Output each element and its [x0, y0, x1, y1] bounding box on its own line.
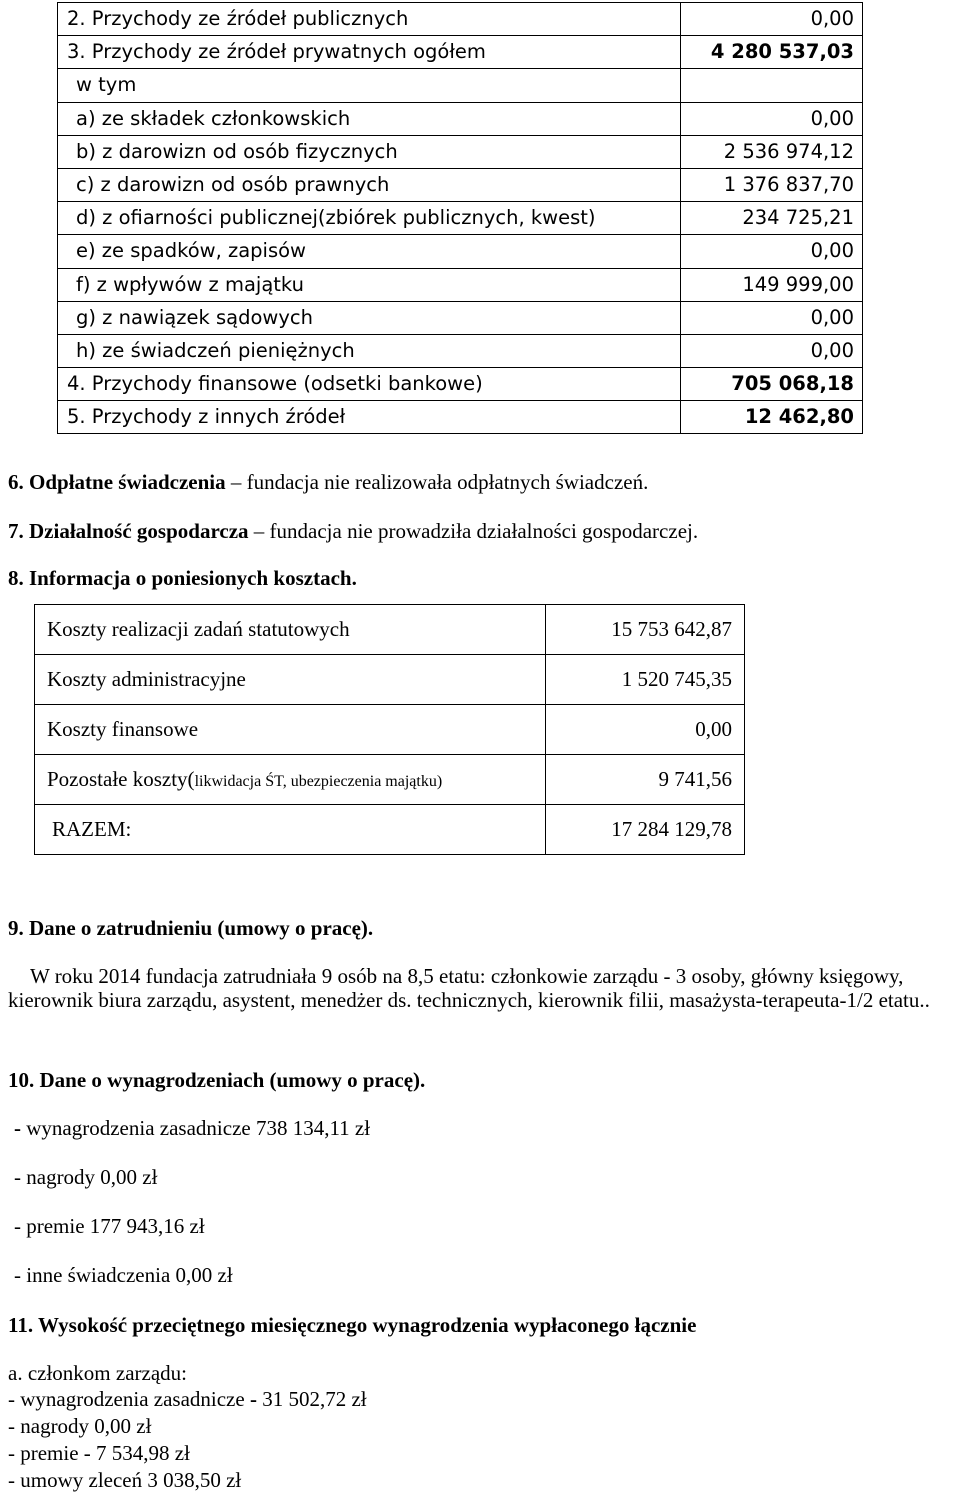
income-row — [58, 202, 863, 235]
section-9-text: W roku 2014 fundacja zatrudniała 9 osób na 8,5 etatu: członkowie zarządu - 3 osoby, główny księgowy, kierownik biura zarządu, asystent, menedżer ds. technicznych, kierownik filii, masażysta-terapeuta-1/2 etatu.. — [8, 964, 930, 1012]
section-7 — [8, 519, 698, 544]
income-table — [57, 2, 863, 434]
income-value: 12 462,80 — [681, 401, 863, 434]
income-value: 0,00 — [681, 235, 863, 268]
costs-table — [34, 604, 745, 855]
costs-value: 1 520 745,35 — [546, 655, 745, 705]
board-salary-line — [8, 1387, 367, 1412]
income-value: 149 999,00 — [681, 268, 863, 301]
income-row — [58, 334, 863, 367]
board-salary-text: - wynagrodzenia zasadnicze — [8, 1387, 250, 1411]
costs-value: 9 741,56 — [546, 755, 745, 805]
costs-label-text: Pozostałe koszty( — [47, 767, 195, 791]
income-row — [58, 69, 863, 102]
income-value: 4 280 537,03 — [681, 36, 863, 69]
costs-row — [35, 655, 745, 705]
costs-total-label: RAZEM: — [35, 805, 546, 855]
section-9-heading: 9. Dane o zatrudnieniu (umowy o pracę). — [8, 916, 374, 940]
costs-total-row — [35, 805, 745, 855]
costs-value: 0,00 — [546, 705, 745, 755]
income-row — [58, 36, 863, 69]
income-label: h) ze świadczeń pieniężnych — [58, 334, 681, 367]
board-contracts-line: - umowy zleceń 3 038,50 zł — [8, 1468, 242, 1492]
income-row — [58, 401, 863, 434]
income-label: a) ze składek członkowskich — [58, 102, 681, 135]
costs-label — [35, 755, 546, 805]
income-value: 0,00 — [681, 301, 863, 334]
board-salary-value: 31 502,72 zł — [256, 1387, 367, 1411]
costs-row — [35, 605, 745, 655]
income-value: 2 536 974,12 — [681, 135, 863, 168]
other-benefits-line: - inne świadczenia 0,00 zł — [14, 1263, 233, 1287]
income-value: 0,00 — [681, 102, 863, 135]
income-value: 705 068,18 — [681, 368, 863, 401]
income-label: 2. Przychody ze źródeł publicznych — [58, 3, 681, 36]
income-value: 234 725,21 — [681, 202, 863, 235]
costs-row — [35, 705, 745, 755]
costs-row — [35, 755, 745, 805]
income-label: f) z wpływów z majątku — [58, 268, 681, 301]
income-row — [58, 168, 863, 201]
board-bonus-line: - premie - 7 534,98 zł — [8, 1441, 190, 1465]
costs-label: Koszty finansowe — [35, 705, 546, 755]
income-label: 3. Przychody ze źródeł prywatnych ogółem — [58, 36, 681, 69]
section-6-heading: 6. Odpłatne świadczenia — [8, 470, 226, 494]
income-label: 4. Przychody finansowe (odsetki bankowe) — [58, 368, 681, 401]
income-value: 1 376 837,70 — [681, 168, 863, 201]
section-7-text: – fundacja nie prowadziła działalności gospodarczej. — [248, 519, 699, 543]
board-awards-line: - nagrody 0,00 zł — [8, 1414, 152, 1438]
income-row — [58, 102, 863, 135]
income-value: 0,00 — [681, 3, 863, 36]
costs-label: Koszty realizacji zadań statutowych — [35, 605, 546, 655]
income-row — [58, 3, 863, 36]
income-row — [58, 135, 863, 168]
income-row — [58, 235, 863, 268]
income-label: d) z ofiarności publicznej(zbiórek publicznych, kwest) — [58, 202, 681, 235]
board-salary-dash: - — [249, 1387, 257, 1411]
costs-label: Koszty administracyjne — [35, 655, 546, 705]
income-row — [58, 268, 863, 301]
income-value — [681, 69, 863, 102]
costs-label-note: likwidacja ŚT, ubezpieczenia majątku) — [194, 773, 443, 790]
income-label: c) z darowizn od osób prawnych — [58, 168, 681, 201]
section-8-heading: 8. Informacja o poniesionych kosztach. — [8, 566, 357, 590]
section-6 — [8, 470, 648, 495]
salary-line — [14, 1116, 370, 1141]
salary-dash: - — [14, 1116, 21, 1140]
awards-line: - nagrody 0,00 zł — [14, 1165, 158, 1189]
income-label: g) z nawiązek sądowych — [58, 301, 681, 334]
section-10-heading: 10. Dane o wynagrodzeniach (umowy o pracę). — [8, 1068, 426, 1092]
income-row — [58, 301, 863, 334]
board-subheading: a. członkom zarządu: — [8, 1361, 187, 1385]
income-label: w tym — [58, 69, 681, 102]
income-value: 0,00 — [681, 334, 863, 367]
section-7-heading: 7. Działalność gospodarcza — [8, 519, 249, 543]
costs-total-value: 17 284 129,78 — [546, 805, 745, 855]
bonus-line: - premie 177 943,16 zł — [14, 1214, 205, 1238]
income-label: b) z darowizn od osób fizycznych — [58, 135, 681, 168]
salary-text: wynagrodzenia zasadnicze 738 134,11 zł — [21, 1116, 371, 1140]
section-11-heading: 11. Wysokość przeciętnego miesięcznego wynagrodzenia wypłaconego łącznie — [8, 1313, 697, 1337]
section-6-text: – fundacja nie realizowała odpłatnych świadczeń. — [225, 470, 649, 494]
income-row — [58, 368, 863, 401]
costs-value: 15 753 642,87 — [546, 605, 745, 655]
income-label: e) ze spadków, zapisów — [58, 235, 681, 268]
income-label: 5. Przychody z innych źródeł — [58, 401, 681, 434]
